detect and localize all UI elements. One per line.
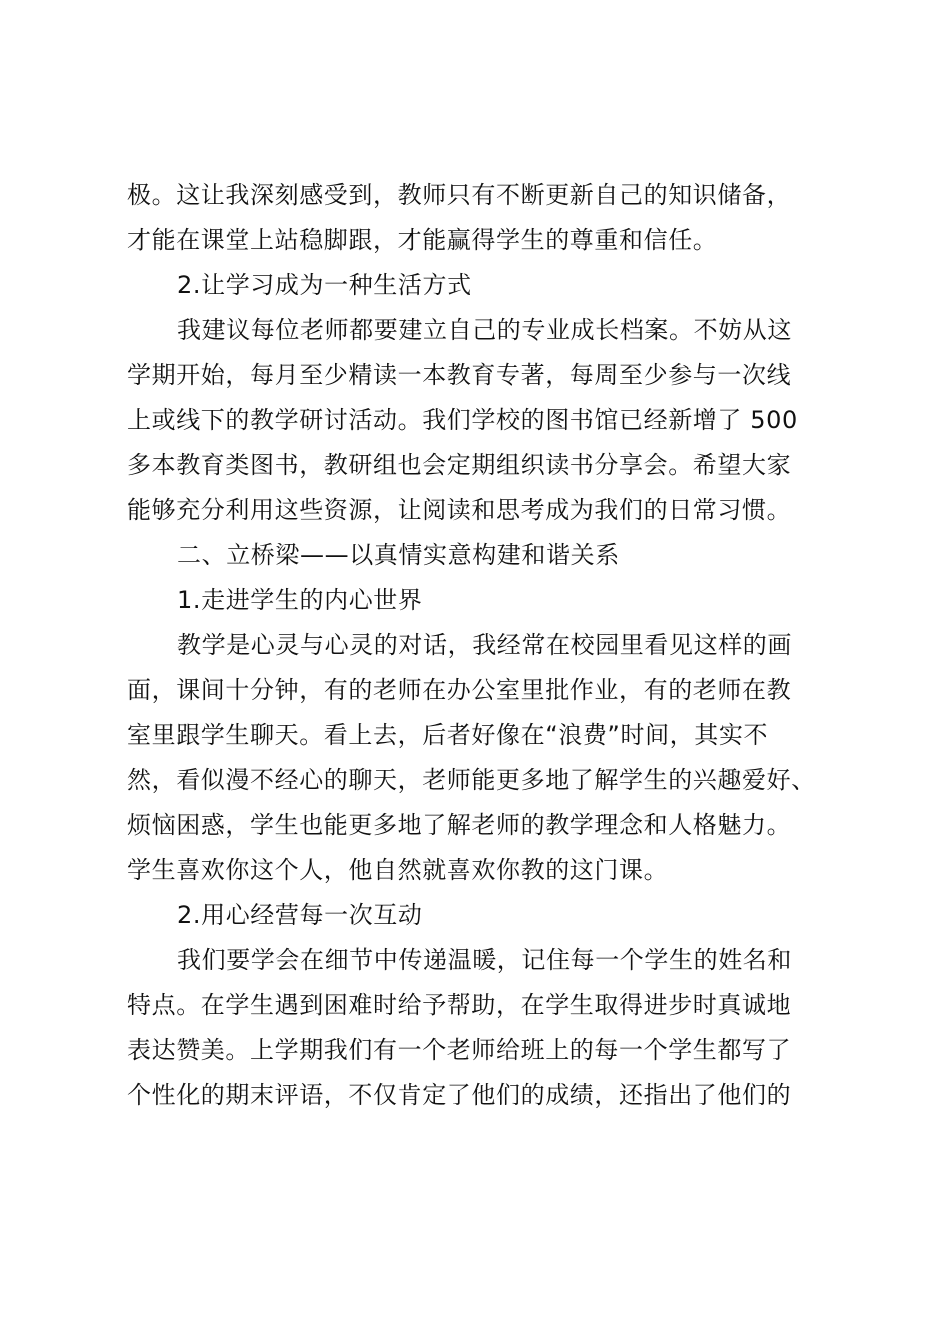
body-text-line: 才能在课堂上站稳脚跟，才能赢得学生的尊重和信任。 — [127, 226, 718, 254]
body-text-line: 特点。在学生遇到困难时给予帮助，在学生取得进步时真诚地 — [127, 991, 792, 1019]
body-text-line: 我建议每位老师都要建立自己的专业成长档案。不妨从这 — [177, 316, 792, 344]
body-text-line: 能够充分利用这些资源，让阅读和思考成为我们的日常习惯。 — [127, 496, 792, 524]
body-text-line: 学期开始，每月至少精读一本教育专著，每周至少参与一次线 — [127, 361, 792, 389]
body-text-line: 学生喜欢你这个人，他自然就喜欢你教的这门课。 — [127, 856, 669, 884]
body-text-line: 面，课间十分钟，有的老师在办公室里批作业，有的老师在教 — [127, 676, 792, 704]
body-text-line: 多本教育类图书，教研组也会定期组织读书分享会。希望大家 — [127, 451, 792, 479]
section-heading: 二、立桥梁——以真情实意构建和谐关系 — [177, 541, 620, 569]
body-text-line: 个性化的期末评语，不仅肯定了他们的成绩，还指出了他们的 — [127, 1081, 792, 1109]
body-text-line: 极。这让我深刻感受到，教师只有不断更新自己的知识储备， — [127, 181, 792, 209]
subsection-heading: 2.用心经营每一次互动 — [177, 901, 423, 929]
body-text-line: 教学是心灵与心灵的对话，我经常在校园里看见这样的画 — [177, 631, 792, 659]
body-text-line: 烦恼困惑，学生也能更多地了解老师的教学理念和人格魅力。 — [127, 811, 792, 839]
body-text-line: 室里跟学生聊天。看上去，后者好像在“浪费”时间，其实不 — [127, 721, 769, 749]
body-text-line: 表达赞美。上学期我们有一个老师给班上的每一个学生都写了 — [127, 1036, 792, 1064]
body-text-line: 然，看似漫不经心的聊天，老师能更多地了解学生的兴趣爱好、 — [127, 766, 816, 794]
document-body — [127, 173, 837, 1118]
subsection-heading: 2.让学习成为一种生活方式 — [177, 271, 472, 299]
subsection-heading: 1.走进学生的内心世界 — [177, 586, 423, 614]
body-text-line: 我们要学会在细节中传递温暖，记住每一个学生的姓名和 — [177, 946, 792, 974]
body-text-line: 上或线下的教学研讨活动。我们学校的图书馆已经新增了 500 — [127, 406, 798, 434]
